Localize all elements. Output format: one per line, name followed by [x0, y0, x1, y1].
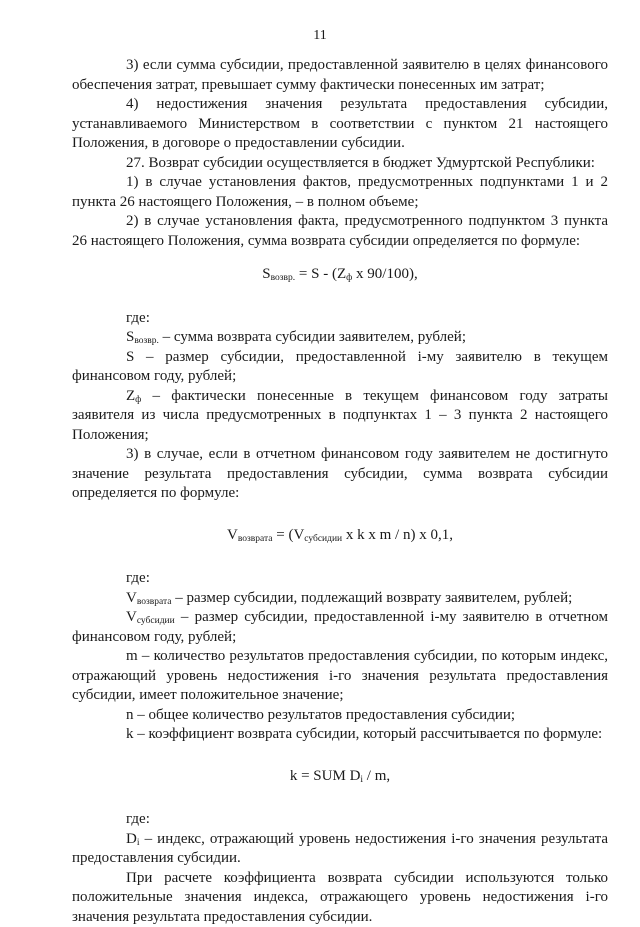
paragraph: 1) в случае установления фактов, предусмотренных подпунктами 1 и 2 пункта 26 настоящего Положения, – в полном объеме;	[72, 173, 608, 212]
formula-v-return: $V_{возврата} = (V_{субсидии}$ x k x m / n) x 0,1,	[72, 526, 608, 546]
definition-v-subsidy: $V_{субсидии}$ – размер субсидии, предоставленной i-му заявителю в отчетном финансовом году, рублей;	[72, 608, 608, 647]
definition-d: $D_i$ – индекс, отражающий уровень недостижения i-го значения результата предоставления субсидии.	[72, 830, 608, 869]
formula-k: k = SUM $D_i$ / m,	[72, 767, 608, 787]
paragraph: При расчете коэффициента возврата субсидии используются только положительные значения индекса, отражающего уровень недостижения i-го значения результата предоставления субсидии.	[72, 869, 608, 927]
definition-s-return: $S_{возвр.}$ – сумма возврата субсидии заявителем, рублей;	[72, 328, 608, 348]
definition-m: m – количество результатов предоставления субсидии, по которым индекс, отражающий уровень недостижения i-го значения результата предоставления субсидии, имеет положительное значение;	[72, 647, 608, 706]
paragraph: 4) недостижения значения результата предоставления субсидии, устанавливаемого Министерством в соответствии с пунктом 21 настоящего Положения, в договоре о предоставлении субсидии.	[72, 95, 608, 154]
paragraph: 2) в случае установления факта, предусмотренного подпунктом 3 пункта 26 настоящего Положения, сумма возврата субсидии определяется по формуле:	[72, 212, 608, 251]
definition-v-return: $V_{возврата}$ – размер субсидии, подлежащий возврату заявителем, рублей;	[72, 589, 608, 609]
definition-s: S – размер субсидии, предоставленной i-му заявителю в текущем финансовом году, рублей;	[72, 348, 608, 387]
page-number: 11	[0, 26, 640, 46]
paragraph: 3) в случае, если в отчетном финансовом году заявителем не достигнуто значение результата предоставления субсидии, сумма возврата субсидии определяется по формуле:	[72, 445, 608, 504]
definition-k: k – коэффициент возврата субсидии, который рассчитывается по формуле:	[72, 725, 608, 745]
formula-return-sum: $S_{возвр.} = S - (Z_ф$ x 90/100),	[72, 265, 608, 285]
document-body	[72, 56, 608, 927]
where-label: где:	[72, 810, 608, 830]
definition-n: n – общее количество результатов предоставления субсидии;	[72, 706, 608, 726]
paragraph: 27. Возврат субсидии осуществляется в бюджет Удмуртской Республики:	[72, 154, 608, 174]
definition-z: $Z_ф$ – фактически понесенные в текущем финансовом году затраты заявителя из числа предусмотренных в подпунктах 1 – 3 пункта 2 настоящего Положения;	[72, 387, 608, 446]
paragraph: 3) если сумма субсидии, предоставленной заявителю в целях финансового обеспечения затрат, превышает сумму фактически понесенных им затрат;	[72, 56, 608, 95]
where-label: где:	[72, 569, 608, 589]
where-label: где:	[72, 309, 608, 329]
